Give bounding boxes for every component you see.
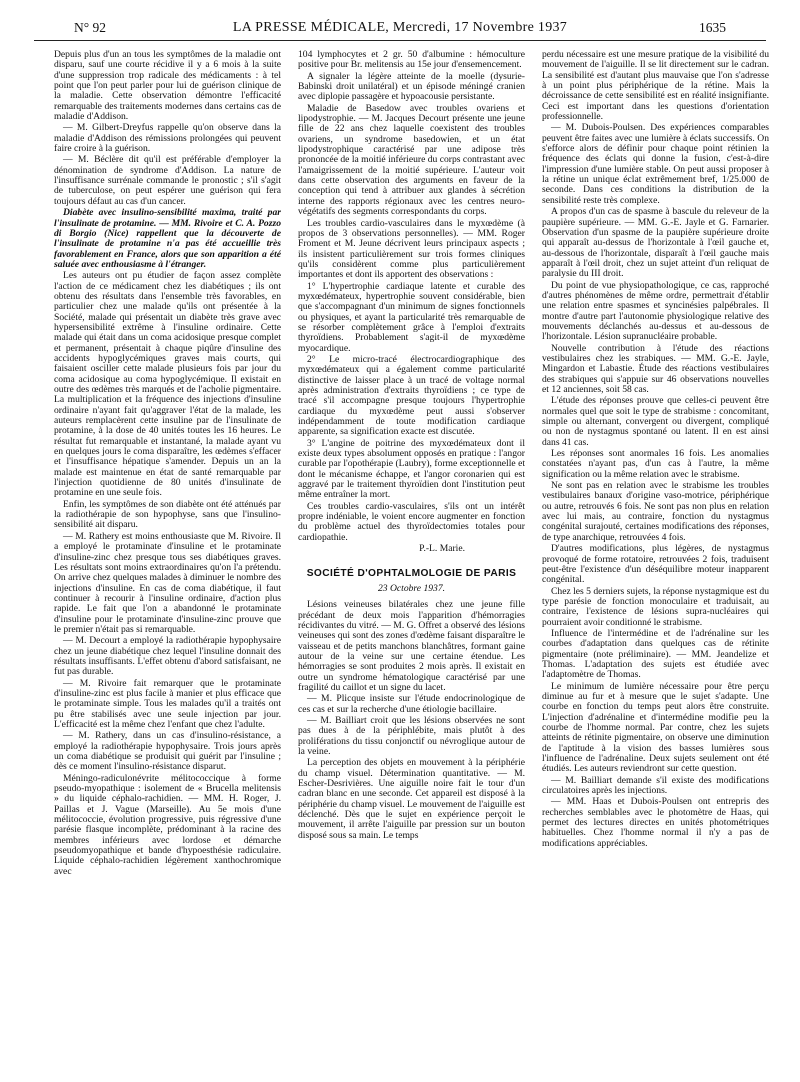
paragraph: — MM. Haas et Dubois-Poulsen ont entrepris des recherches semblables avec le photomètre de Haas, qui permet des lectures directes en unités photométriques habituelles. Chez l'homme normal il n'y a pas de modifications appréciables. [542,796,769,849]
section-date: 23 Octobre 1937. [377,582,446,594]
paragraph: — M. Decourt a employé la radiothérapie hypophysaire chez un jeune diabétique chez lequel l'insuline donnait des résultats insuffisants. L'effet obtenu d'abord satisfaisant, ne fut pas durable. [54,635,281,678]
communication-paragraph: Nouvelle contribution à l'étude des réactions vestibulaires chez les strabiques. — MM. G.-E. Jayle, Mingardon et Labastie. Étude des réactions vestibulaires des strabiques qui s'appuie sur 46 observations nouvelles et 12 anciennes, soit 58 cas. [542,342,769,395]
paragraph: — M. Bailliart croit que les lésions observées ne sont pas dues à de la périphlébite, mais plutôt à des proliférations du tissu conjonctif ou névroglique autour de la veine. [298,714,525,757]
journal-masthead: LA PRESSE MÉDICALE, Mercredi, 17 Novembre 1937 [232,20,568,35]
communication-paragraph: Influence de l'intermédine et de l'adrénaline sur les courbes d'adaptation dans quelques cas de rétinite pigmentaire (note préliminaire). — MM. Jeandelize et Thomas. L'adaptation des sujets est étudiée avec l'adaptomètre de Thomas. [542,627,769,681]
communication-paragraph: Méningo-radiculonévrite mélitococcique à forme pseudo-myopathique : isolement de « Brucella melitensis » du liquide céphalo-rachidien. — MM. H. Roger, J. Paillas et J. Vague (Marseille). Au 5e mois d'une mélitococcie, évolution progressive, puis régressive d'une parésie flasque incomplète, prédominant à la racine des membres inférieurs avec lordose et démarche pseudomyopathique et bande d'hypoesthésie radiculaire. Liquide céphalo-rachidien légèrement xanthochromique avec [54,772,281,877]
column-left [54,50,281,1070]
paragraph: 1° L'hypertrophie cardiaque latente et curable des myxœdémateux, hypertrophie souvent considérable, bien que s'accompagnant d'un minimum de signes fonctionnels ou physiques, et ayant la particularité très remarquable de se résorber complètement grâce à l'emploi d'extraits thyroïdiens. Probablement s'agit-il de myxœdème myocardique. [298,280,525,354]
paragraph: Les auteurs ont pu étudier de façon assez complète l'action de ce médicament chez les diabétiques ; ils ont obtenu des résultats dans l'ensemble très favorables, en particulier chez une malade qu'ils ont présentée à la Société, malade qui présentait un diabète très grave avec hypersensibilité extrême à l'insuline ordinaire. Cette malade qui était dans un coma acidosique presque complet et permanent, présentait à chaque piqûre d'insuline des accidents hypoglycémiques graves mais courts, qui faisaient osciller cette malade plusieurs fois par jour du coma acidosique au coma hypoglycémique. Il existait en outre des œdèmes très marqués et de l'acholie pigmentaire. La multiplication et la fréquence des injections d'insuline ordinaire n'ayant fait qu'aggraver l'état de la malade, les auteurs remplacèrent cette insuline par de l'insulinate de protamine, à la dose de 40 unités toutes les 16 heures. Le résultat fut remarquable et instantané, la malade ayant vu en quelques jours le coma disparaître, les œdèmes s'effacer et l'insuffisance hépatique s'amender. Depuis un an la malade est maintenue en état de santé remarquable par l'injection quotidienne de 80 unités d'insulinate de protamine en une seule fois. [54,270,281,499]
paragraph: — M. Plicque insiste sur l'étude endocrinologique de ces cas et sur la recherche d'une étiologie bacillaire. [298,693,525,715]
paragraph: L'étude des réponses prouve que celles-ci peuvent être normales quel que soit le type de strabisme : concomitant, simple ou alternant, convergent ou divergent, compliqué ou non de nystagmus spontané ou latent. Il en est ainsi dans 41 cas. [542,395,769,448]
paragraph: — M. Rivoire fait remarquer que le protaminate d'insuline-zinc est plus facile à manier et plus efficace que le protaminate simple. Tous les malades qu'il a traités ont pu être stabilisés avec une seule injection par jour. L'efficacité est la même chez l'enfant que chez l'adulte. [54,677,281,730]
communication-paragraph: A propos d'un cas de spasme à bascule du releveur de la paupière supérieure. — MM. G.-E. Jayle et G. Farnarier. Observation d'un spasme de la paupière supérieure droite qui apparaît au-dessus de l'horizontale à l'œil gauche et, au-dessous de l'horizontale, disparaît à l'œil gauche mais apparaît à l'œil droit, chez un sujet atteint d'un reliquat de paralysie du III droit. [542,206,769,280]
author-signature: P.-L. Marie. [419,543,465,555]
page-folio: 1635 [699,20,726,35]
communication-paragraph: Lésions veineuses bilatérales chez une jeune fille précédant de deux mois l'apparition d'hémorragies récidivantes du vitré. — M. G. Offret a observé des lésions veineuses qui sont des zones d'œdème faisant disparaître le vaisseau et de petits manchons blanchâtres, formant gaine autour de la veine sur une certaine étendue. Les hémorragies se sont produites 2 mois après. Il existait en outre un syndrome hématologique caractérisé par une fragilité du caillot et un signe du lacet. [298,599,525,693]
column-middle [298,50,525,1070]
article-columns [54,50,769,1070]
communication-paragraph: Maladie de Basedow avec troubles ovariens et lipodystrophie. — M. Jacques Decourt présente une jeune fille de 22 ans chez laquelle coexistent des troubles ovariens, un syndrome basedowien, et un état lipodystrophique caractérisé par une adipose très prononcée de la moitié inférieure du corps contrastant avec l'amaigrissement de la moitié supérieure. L'auteur voit dans cette observation des arguments en faveur de la conception qui tend à attribuer aux glandes à sécrétion interne des rapports régionaux avec les centres neuro-végétatifs des segments correspondants du corps. [298,102,525,218]
paragraph: — M. Bailliart demande s'il existe des modifications circulatoires après les injections. [542,774,769,797]
section-heading: SOCIÉTÉ D'OPHTALMOLOGIE DE PARIS [306,567,517,579]
paragraph: D'autres modifications, plus légères, de nystagmus provoqué de forme rotatoire, retrouvées 2 fois, traduisent peut-être l'existence d'un déséquilibre moteur inapparent congénital. [542,543,769,586]
paragraph: 2° Le micro-tracé électrocardiographique des myxœdémateux qui a également comme particularité distinctive de laisser place à un tracé de voltage normal après administration d'extraits thyroïdiens ; ce type de tracé s'il accompagne presque toujours l'hypertrophie cardiaque du myxœdème peut aussi s'observer indépendamment de toute modification cardiaque apparente, sa signification exacte est discutée. [298,353,525,438]
page-header [34,14,766,40]
paragraph: — M. Béclère dit qu'il est préférable d'employer la dénomination de syndrome d'Addison. La nature de l'insuffisance surrénale commande le pronostic ; s'il s'agit de tuberculose, on peut espérer une guérison qui fera toujours défaut au cas d'un cancer. [54,154,281,207]
paragraph: — M. Rathery est moins enthousiaste que M. Rivoire. Il a employé le protaminate d'insuline et le protaminate d'insuline-zinc chez presque tous ses diabétiques graves. Les résultats sont moins extraordinaires qu'on l'a prétendu. On arrive chez quelques malades à diminuer le nombre des injections d'insuline. En cas de coma diabétique, il faut continuer à recourir à l'insuline ordinaire, d'action plus rapide. Le fait que l'on a abandonné le protaminate d'insuline pour le protaminate d'insuline-zinc prouve que le premier n'était pas si remarquable. [54,530,281,635]
paragraph: Chez les 5 derniers sujets, la réponse nystagmique est du type parésie de fonction monoculaire et traduisait, au contraire, l'existence de lésions supra-nucléaires qui pourraient avoir conditionné le strabisme. [542,585,769,628]
paragraph: — M. Rathery, dans un cas d'insulino-résistance, a employé la radiothérapie hypophysaire. Trois jours après un coma diabétique se produisit qui guérit par l'insuline ; dès ce moment l'insulino-résistance disparut. [54,730,281,773]
paragraph: perdu nécessaire est une mesure pratique de la visibilité du mouvement de l'aiguille. Il se lit directement sur le cadran. La sensibilité est d'autant plus mauvaise que l'on s'adresse à un point plus périphérique de la rétine. Mais la décroissance de cette sensibilité est en réalité insignifiante. Ceci est important dans les questions d'orientation professionnelle. [542,50,769,123]
communication-paragraph: La perception des objets en mouvement à la périphérie du champ visuel. Détermination quantitative. — M. Escher-Desrivières. Une aiguille noire fait le tour d'un cadran blanc en une seconde. Cet appareil est disposé à la périphérie du champ visuel. Le mouvement de l'aiguille est déclenché. Dès que le sujet en expérience perçoit le mouvement, il arrête l'aiguille par pression sur un bouton disposé sous sa main. Le temps [298,757,525,841]
issue-number: N° 92 [74,20,107,35]
communication-paragraph: Diabète avec insulino-sensibilité maxima, traité par l'insulinate de protamine. — MM. Rivoire et C. A. Pozzo di Borgio (Nice) rappellent que la découverte de l'insulinate de protamine n'a pas été accueillie très favorablement en France, alors que son apparition a été saluée avec enthousiasme à l'étranger. [54,207,281,270]
paragraph: A signaler la légère atteinte de la moelle (dysurie-Babinski droit unilatéral) et un épisode méningé cranien avec diplopie passagère et hypoacousie persistante. [298,70,525,103]
communication-paragraph: Les troubles cardio-vasculaires dans le myxœdème (à propos de 3 observations personnelles). — MM. Roger Froment et M. Jeune décrivent leurs principaux aspects ; ils insistent particulièrement sur trois formes cliniques qu'ils considèrent comme plus particulièrement importantes et dont ils apportent des observations : [298,217,525,281]
column-right [542,50,769,1070]
paragraph: Depuis plus d'un an tous les symptômes de la maladie ont disparu, sauf une courte récidive il y a 6 mois à la suite d'une suppression trop radicale des médicaments : à tel point que l'on peut parler pour lui de guérison clinique de la maladie. Cette observation démontre l'efficacité remarquable des traitements modernes dans certains cas de maladie d'Addison. [54,50,281,123]
paragraph: — M. Dubois-Poulsen. Des expériences comparables peuvent être faites avec une lumière à éclats successifs. On s'efforce alors de définir pour chaque point rétinien la fréquence des éclats qui donne la fusion, c'est-à-dire l'impression d'une lumière stable. On peut aussi proposer à la rétine un unique éclat extrêmement bref, 1/25.000 de seconde. Dans ces conditions la distribution de la sensibilité reste très complexe. [542,122,769,206]
paragraph: 3° L'angine de poitrine des myxœdémateux dont il existe deux types absolument opposés en pratique : l'angor curable par l'opothérapie (Laubry), forme exceptionnelle et dont le mécanisme échappe, et l'angor coronarien qui est aggravé par le traitement thyroïdien dont l'institution peut même entraîner la mort. [298,437,525,501]
paragraph: Le minimum de lumière nécessaire pour être perçu diminue au fur et à mesure que le sujet s'adapte. Une courbe en fonction du temps peut alors être construite. L'injection d'adrénaline et d'intermédine modifie peu la courbe de l'homme normal. Par contre, chez les sujets atteints de rétinite pigmentaire, on observe une diminution de l'aptitude à la vision des basses lumières sous l'influence de l'adrénaline. Deux sujets seulement ont été étudiés. Les auteurs reviendront sur cette question. [542,680,769,775]
paragraph: Enfin, les symptômes de son diabète ont été atténués par la radiothérapie de son hypophyse, sans que l'insulino-sensibilité ait disparu. [54,498,281,531]
paragraph: Du point de vue physiopathologique, ce cas, rapproché d'autres phénomènes de même ordre, permettrait d'établir une relation entre spasmes et syncinésies palpébrales. Il montre d'autre part l'autonomie physiologique relative des mouvements déclanchés au-dessus et au-dessous de l'horizontale. Lésion supranucléaire probable. [542,279,769,343]
paragraph: 104 lymphocytes et 2 gr. 50 d'albumine : hémoculture positive pour Br. melitensis au 15e jour d'ensemencement. [298,50,525,71]
header-rule [34,40,766,41]
paragraph: — M. Gilbert-Dreyfus rappelle qu'on observe dans la maladie d'Addison des rémissions prolongées qui peuvent faire croire à la guérison. [54,122,281,155]
paragraph: Ces troubles cardio-vasculaires, s'ils ont un intérêt propre indéniable, le voient encore augmenter en fonction du problème actuel des thyroïdectomies totales pour cardiopathie. [298,500,525,543]
paragraph: Les réponses sont anormales 16 fois. Les anomalies constatées n'ayant pas, d'un cas à l'autre, la même signification ou la même relation avec le strabisme. [542,448,769,480]
paragraph: Ne sont pas en relation avec le strabisme les troubles vestibulaires banaux d'origine vaso-motrice, périphérique ou autre, retrouvés 6 fois. Ne sont pas non plus en relation avec lui mais, au contraire, fonction du nystagmus congénital surajouté, certaines modifications des réponses, de type anarchique, retrouvées 4 fois. [542,480,769,543]
